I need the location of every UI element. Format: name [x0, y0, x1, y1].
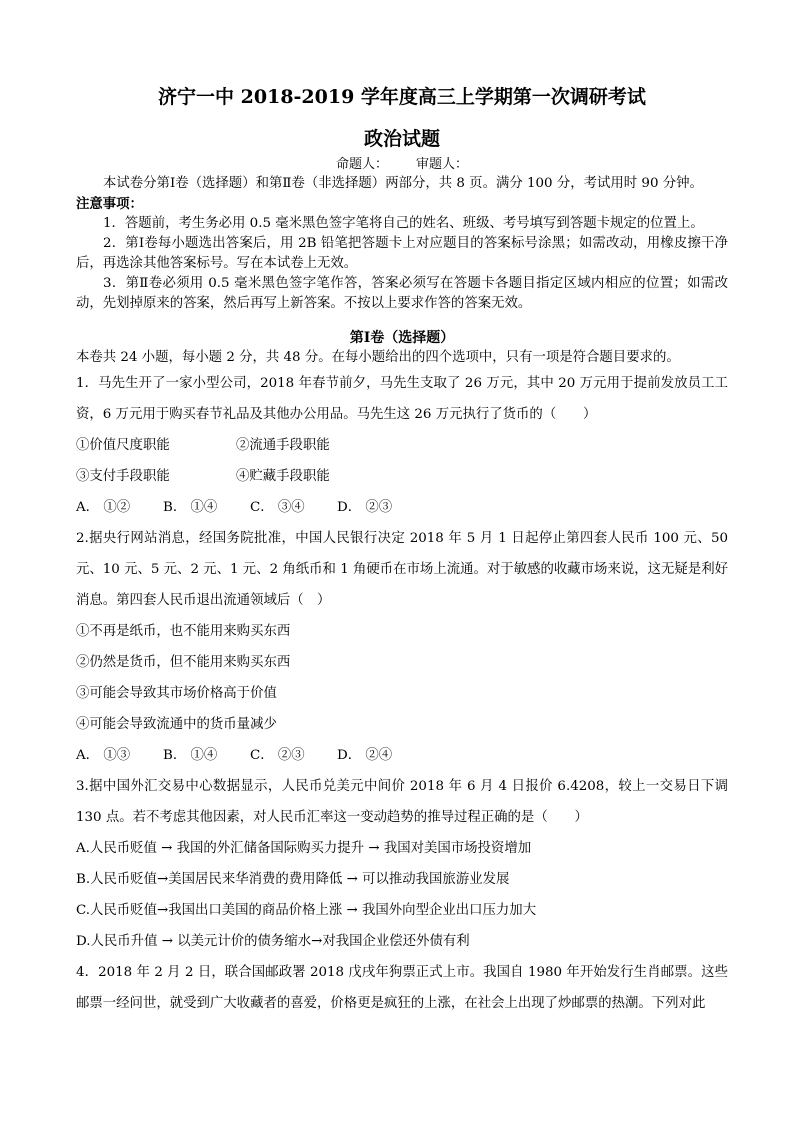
choice-c: C． ②③: [250, 748, 305, 763]
exam-subject: 政治试题: [363, 128, 440, 150]
statement-item: ③可能会导致其市场价格高于价值: [76, 686, 277, 701]
notice-item: 3．第Ⅱ卷必须用 0.5 毫米黑色签字笔作答，答案必须写在答题卡各题目指定区域内相应的位置；如需改动，先划掉原来的答案，然后再写上新答案。不按以上要求作答的答案无效。: [76, 276, 728, 311]
question-stem: 2.据央行网站消息，经国务院批准，中国人民银行决定 2018 年 5 月 1 日起停止第四套人民币 100 元、50 元、10 元、5 元、2 元、1 元、2 角纸币和 1 角硬币在市场上流通。对于敏感的收藏市场来说，这无疑是利好消息。第四套人民币退出流通领域后（ ）: [76, 531, 728, 608]
statement-item: ④贮藏手段职能: [236, 469, 330, 484]
question-items: [76, 430, 728, 461]
choice-b: B． ①④: [163, 500, 218, 515]
notice-item: 2．第Ⅰ卷每小题选出答案后，用 2B 铅笔把答题卡上对应题目的答案标号涂黑；如需改动，用橡皮擦干净后，再选涂其他答案标号。写在本试卷上无效。: [76, 236, 728, 271]
intro-structure: 本试卷分第Ⅰ卷（选择题）和第Ⅱ卷（非选择题）两部分，共 8 页。满分 100 分，考试用时 90 分钟。: [103, 176, 703, 191]
author-line: [76, 156, 728, 174]
question-stem: 4．2018 年 2 月 2 日，联合国邮政署 2018 戊戌年狗票正式上市。我国自 1980 年开始发行生肖邮票。这些邮票一经问世，就受到广大收藏者的喜爱，价格更是疯狂的上涨，在社会上出现了炒邮票的热潮。下列对此: [76, 965, 728, 1011]
statement-item: ④可能会导致流通中的货币量减少: [76, 717, 277, 732]
reviewer-label: 审题人：: [416, 157, 469, 172]
statement-item: ②仍然是货币，但不能用来购买东西: [76, 655, 291, 670]
option-d: D.人民币升值 → 以美元计价的债务缩水→对我国企业偿还外债有利: [76, 934, 470, 949]
question-stem: 3.据中国外汇交易中心数据显示，人民币兑美元中间价 2018 年 6 月 4 日报价 6.4208，较上一交易日下调 130 点。若不考虑其他因素，对人民币汇率这一变动趋势的推导过程正确的是（ ）: [76, 779, 728, 825]
section-title: 第Ⅰ卷（选择题）: [349, 330, 455, 346]
option-c: C.人民币贬值→我国出口美国的商品价格上涨 → 我国外向型企业出口压力加大: [76, 903, 537, 918]
question-2: [76, 523, 728, 771]
option-a: A.人民币贬值 → 我国的外汇储备国际购买力提升 → 我国对美国市场投资增加: [76, 841, 532, 856]
choice-c: C． ③④: [250, 500, 305, 515]
option-b: B.人民币贬值→美国居民来华消费的费用降低 → 可以推动我国旅游业发展: [76, 872, 510, 887]
question-1: [76, 368, 728, 523]
choice-b: B． ①④: [163, 748, 218, 763]
statement-item: ①价值尺度职能: [76, 438, 170, 453]
section-instructions: 本卷共 24 小题，每小题 2 分，共 48 分。在每小题给出的四个选项中，只有一项是符合题目要求的。: [76, 350, 680, 365]
author-label: 命题人：: [335, 157, 388, 172]
statement-item: ②流通手段职能: [236, 438, 330, 453]
notice-item: 1．答题前，考生务必用 0.5 毫米黑色签字笔将自己的姓名、班级、考号填写到答题卡规定的位置上。: [103, 216, 704, 231]
question-items: [76, 461, 728, 492]
exam-title: 济宁一中 2018-2019 学年度高三上学期第一次调研考试: [158, 86, 646, 108]
choice-a: A． ①③: [76, 748, 131, 763]
choice-d: D． ②④: [337, 748, 393, 763]
question-stem: 1．马先生开了一家小型公司，2018 年春节前夕，马先生支取了 26 万元，其中 20 万元用于提前发放员工工资，6 万元用于购买春节礼品及其他办公用品。马先生这 26 万元执行了货币的（ ）: [76, 376, 728, 422]
answer-choices: [76, 740, 728, 771]
question-4: [76, 957, 728, 1019]
choice-a: A． ①②: [76, 500, 131, 515]
question-3: [76, 771, 728, 957]
notice-title: 注意事项：: [76, 196, 143, 212]
choice-d: D． ②③: [337, 500, 393, 515]
statement-item: ①不再是纸币，也不能用来购买东西: [76, 624, 291, 639]
exam-page: [76, 84, 728, 1019]
answer-choices: [76, 492, 728, 523]
statement-item: ③支付手段职能: [76, 469, 170, 484]
